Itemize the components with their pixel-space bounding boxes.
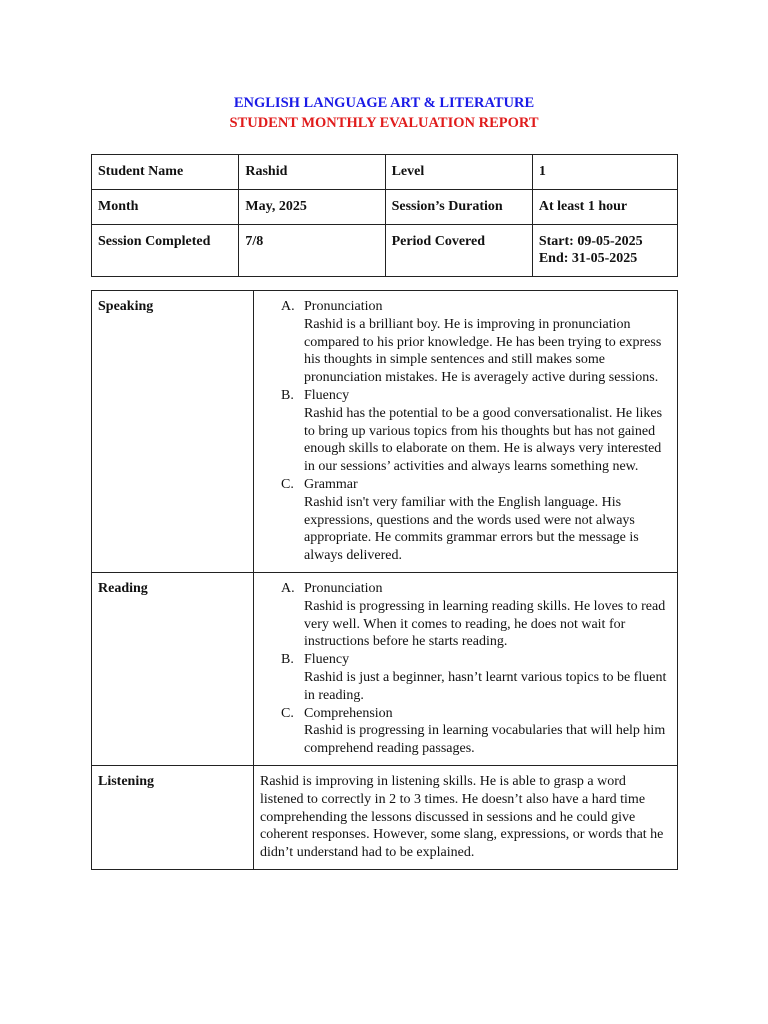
evaluation-table	[91, 290, 678, 870]
item-text: Rashid is progressing in learning reading skills. He loves to read very well. When it comes to reading, he does not wait for instructions before he starts reading.	[304, 598, 666, 650]
report-title: ENGLISH LANGUAGE ART & LITERATURE	[233, 95, 535, 111]
student-name-label: Student Name	[92, 155, 239, 190]
item-letter: A.	[281, 580, 295, 596]
period-end: End: 31-05-2025	[538, 251, 638, 267]
list-item	[281, 580, 671, 651]
item-text: Rashid isn't very familiar with the English language. His expressions, questions and the words used were not always appropriate. He commits grammar errors but the message is always delivered.	[304, 494, 639, 564]
item-letter: B.	[281, 387, 294, 403]
info-row-month	[92, 189, 678, 224]
report-header	[0, 93, 768, 133]
period-start: Start: 09-05-2025	[538, 233, 643, 249]
reading-label: Reading	[92, 572, 254, 765]
period-covered-label: Period Covered	[385, 224, 532, 277]
list-item	[281, 387, 671, 476]
item-title: Comprehension	[304, 705, 393, 721]
listening-text: Rashid is improving in listening skills. He is able to grasp a word listened to correctly in 2 to 3 times. He doesn’t also have a hard time comprehending the lessons discussed in sessions and he could give coherent responses. However, some slang, expressions, or words that he didn’t understand had to be explained.	[254, 765, 678, 869]
list-item	[281, 298, 671, 387]
student-info-table	[91, 154, 678, 277]
list-item	[281, 705, 671, 758]
report-subtitle: STUDENT MONTHLY EVALUATION REPORT	[229, 115, 539, 131]
info-row-student	[92, 155, 678, 190]
item-text: Rashid is a brilliant boy. He is improving in pronunciation compared to his prior knowledge. He has been trying to express his thoughts in simple sentences and still makes some pronunciation mistakes. He is averagely active during sessions.	[304, 316, 662, 386]
item-letter: B.	[281, 652, 294, 668]
item-letter: C.	[281, 476, 294, 492]
item-title: Grammar	[304, 476, 358, 492]
level-label: Level	[385, 155, 532, 190]
student-name-value: Rashid	[239, 155, 385, 190]
item-text: Rashid is just a beginner, hasn’t learnt various topics to be fluent in reading.	[304, 669, 667, 703]
reading-list	[260, 580, 671, 758]
speaking-row	[92, 291, 678, 573]
reading-content	[254, 572, 678, 765]
session-duration-value: At least 1 hour	[532, 189, 677, 224]
item-text: Rashid has the potential to be a good conversationalist. He likes to bring up various topics from his thoughts but has not gained enough skills to elaborate on them. He is always very interested in our sessions’ activities and always learns something new.	[304, 405, 663, 475]
item-title: Fluency	[304, 387, 350, 403]
period-covered-value	[532, 224, 677, 277]
month-value: May, 2025	[239, 189, 385, 224]
item-letter: C.	[281, 705, 294, 721]
listening-label: Listening	[92, 765, 254, 869]
info-row-sessions	[92, 224, 678, 277]
speaking-label: Speaking	[92, 291, 254, 573]
list-item	[281, 651, 671, 704]
speaking-list	[260, 298, 671, 565]
session-duration-label: Session’s Duration	[385, 189, 532, 224]
item-letter: A.	[281, 299, 295, 314]
item-title: Fluency	[304, 652, 350, 668]
speaking-content	[254, 291, 678, 573]
item-title: Pronunciation	[304, 299, 383, 314]
level-value: 1	[532, 155, 677, 190]
session-completed-value: 7/8	[239, 224, 385, 277]
item-text: Rashid is progressing in learning vocabularies that will help him comprehend reading passages.	[304, 723, 666, 757]
month-label: Month	[92, 189, 239, 224]
reading-row	[92, 572, 678, 765]
item-title: Pronunciation	[304, 580, 383, 596]
listening-row	[92, 765, 678, 869]
session-completed-label: Session Completed	[92, 224, 239, 277]
list-item	[281, 476, 671, 565]
